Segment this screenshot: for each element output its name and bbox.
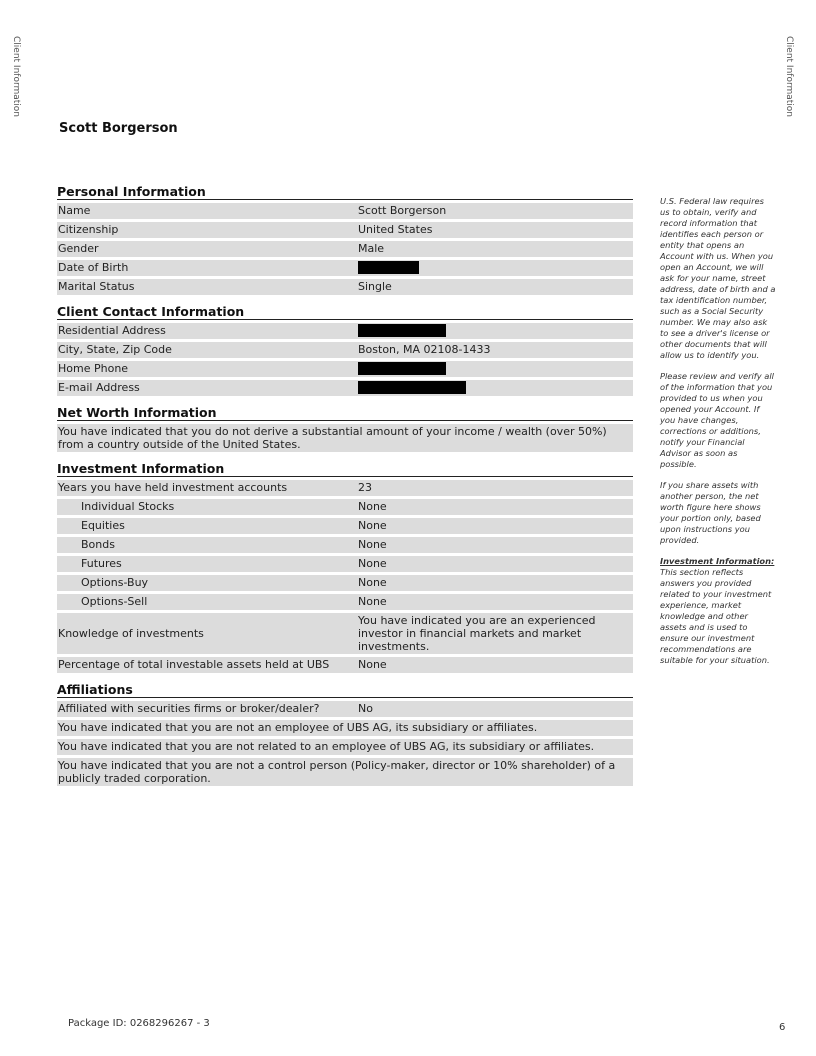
table-row [57, 657, 633, 673]
table-row [57, 518, 633, 534]
row-value: None [358, 519, 387, 532]
row-value: 23 [358, 481, 372, 494]
table-row [57, 380, 633, 396]
row-label: Knowledge of investments [58, 627, 204, 640]
section-title: Personal Information [57, 184, 633, 200]
side-label-left: Client Information [11, 36, 21, 118]
table-row [57, 241, 633, 257]
row-label: Bonds [81, 538, 115, 551]
row-value: Male [358, 242, 385, 255]
package-id: Package ID: 0268296267 - 3 [68, 1018, 210, 1029]
row-label: Home Phone [58, 362, 129, 375]
row-label: Equities [81, 519, 125, 532]
row-value: No [358, 702, 373, 715]
section-title: Net Worth Information [57, 405, 633, 421]
table-row [57, 342, 633, 358]
networth-statement: You have indicated that you do not derive a substantial amount of your income / wealth (over 50%) from a country outside of the United States. [57, 424, 633, 452]
sidebar-note-text: This section reflects answers you provided related to your investment experience, market knowledge and other assets and is used to ensure our investment recommendations are suitable for your situation. [660, 567, 772, 665]
networth-section [57, 405, 633, 452]
table-row [57, 260, 633, 276]
row-label: Futures [81, 557, 122, 570]
row-label: Citizenship [58, 223, 119, 236]
row-value: None [358, 576, 387, 589]
table-row [57, 361, 633, 377]
main-content [57, 184, 633, 795]
table-row [57, 279, 633, 295]
affiliation-statement: You have indicated that you are not an employee of UBS AG, its subsidiary or affiliates. [57, 720, 633, 736]
row-value: None [358, 557, 387, 570]
personal-section [57, 184, 633, 295]
row-value: None [358, 595, 387, 608]
table-row [57, 480, 633, 496]
affiliations-section [57, 682, 633, 786]
row-label: Affiliated with securities firms or broker/dealer? [58, 702, 320, 715]
row-label: Years you have held investment accounts [58, 481, 288, 494]
row-value: Scott Borgerson [358, 204, 447, 217]
row-label: Gender [58, 242, 99, 255]
sidebar-notes [660, 196, 776, 676]
redaction-block [358, 261, 419, 274]
row-label: Options-Buy [81, 576, 149, 589]
row-value: Single [358, 280, 392, 293]
row-label: Name [58, 204, 91, 217]
sidebar-note: If you share assets with another person, the net worth figure here shows your portion only, based upon instructions you provided. [660, 480, 761, 545]
row-label: Percentage of total investable assets held at UBS [58, 658, 330, 671]
table-row [57, 556, 633, 572]
row-value [358, 381, 633, 395]
table-row [57, 701, 633, 717]
row-label: Date of Birth [58, 261, 129, 274]
affiliation-statement: You have indicated that you are not a control person (Policy-maker, director or 10% shareholder) of a publicly traded corporation. [57, 758, 633, 786]
row-value [358, 324, 633, 338]
table-row [57, 594, 633, 610]
client-name: Scott Borgerson [59, 121, 178, 136]
row-label: Individual Stocks [81, 500, 175, 513]
row-value: None [358, 500, 387, 513]
investment-section [57, 461, 633, 673]
row-value [358, 362, 633, 376]
row-value: Boston, MA 02108-1433 [358, 343, 491, 356]
section-title: Affiliations [57, 682, 633, 698]
sidebar-note [660, 556, 776, 666]
sidebar-note: U.S. Federal law requires us to obtain, verify and record information that identifies each person or entity that opens an Account with us. When you open an Account, we will ask for your name, street address, date of birth and a tax identification number, such as a Social Security number. We may also ask to see a driver's license or other documents that will allow us to identify you. [660, 196, 776, 360]
row-label: City, State, Zip Code [58, 343, 172, 356]
sidebar-note-heading: Investment Information: [660, 556, 775, 566]
table-row [57, 613, 633, 654]
section-title: Investment Information [57, 461, 633, 477]
table-row [57, 323, 633, 339]
page-number: 6 [779, 1022, 786, 1033]
redaction-block [358, 362, 446, 375]
row-value: United States [358, 223, 433, 236]
redaction-block [358, 381, 466, 394]
row-value: You have indicated you are an experienced investor in financial markets and market investments. [358, 614, 596, 653]
table-row [57, 499, 633, 515]
side-label-right: Client Information [784, 36, 794, 118]
row-value: None [358, 658, 387, 671]
row-label: Options-Sell [81, 595, 148, 608]
affiliation-statement: You have indicated that you are not related to an employee of UBS AG, its subsidiary or affiliates. [57, 739, 633, 755]
row-label: Residential Address [58, 324, 166, 337]
table-row [57, 203, 633, 219]
redaction-block [358, 324, 446, 337]
table-row [57, 537, 633, 553]
table-row [57, 222, 633, 238]
row-label: E-mail Address [58, 381, 140, 394]
table-row [57, 575, 633, 591]
row-value [358, 261, 633, 275]
section-title: Client Contact Information [57, 304, 633, 320]
sidebar-note: Please review and verify all of the information that you provided to us when you opened your Account. If you have changes, corrections or additions, notify your Financial Advisor as soon as possible. [660, 371, 774, 469]
row-label: Marital Status [58, 280, 135, 293]
contact-section [57, 304, 633, 396]
row-value: None [358, 538, 387, 551]
